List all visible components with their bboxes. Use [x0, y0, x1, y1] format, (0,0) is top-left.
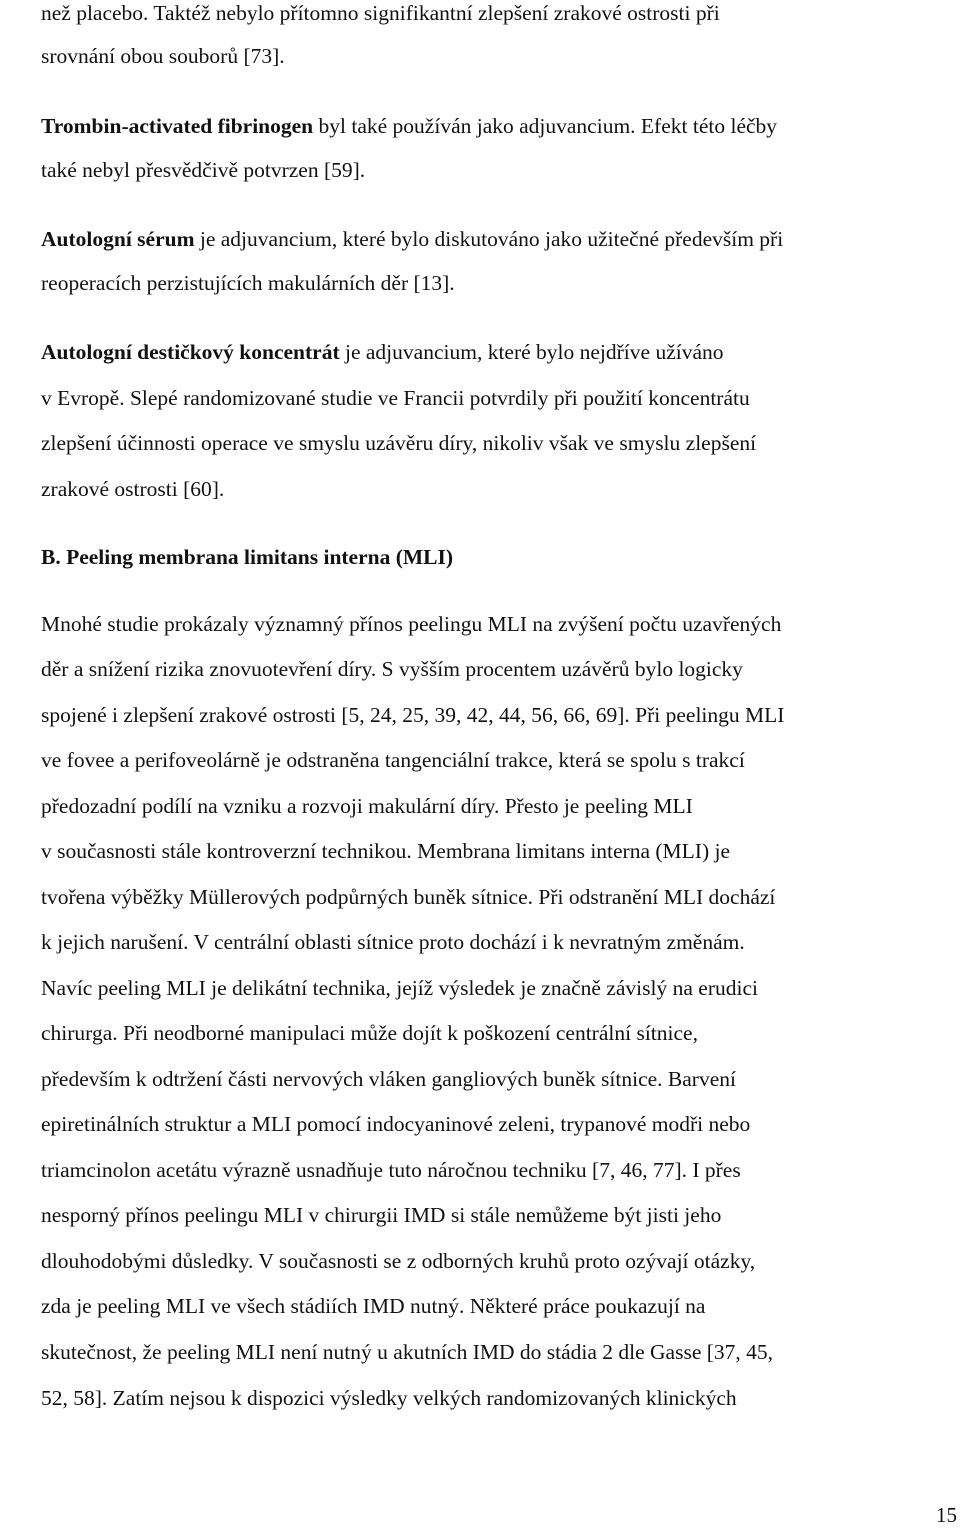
text-line-15: předozadní podílí na vzniku a rozvoji makulární díry. Přesto je peeling MLI [41, 794, 693, 818]
text-line-19: Navíc peeling MLI je delikátní technika, jejíž výsledek je značně závislý na erudici [41, 976, 758, 1000]
section-heading: B. Peeling membrana limitans interna (MLI) [41, 545, 454, 569]
text-line-01: než placebo. Taktéž nebylo přítomno signifikantní zlepšení zrakové ostrosti při [41, 1, 720, 25]
text-line-18: k jejich narušení. V centrální oblasti sítnice proto dochází i k nevratným změnám. [41, 930, 745, 954]
text-line-14: ve fovee a perifoveolárně je odstraněna tangenciální trakce, která se spolu s trakcí [41, 748, 745, 772]
text-line-03: Trombin-activated fibrinogen byl také používán jako adjuvancium. Efekt této léčby [41, 114, 778, 138]
text-line-22: epiretinálních struktur a MLI pomocí indocyaninové zeleni, trypanové modři nebo [41, 1112, 751, 1136]
text-line-24: nesporný přínos peelingu MLI v chirurgii IMD si stále nemůžeme být jisti jeho [41, 1203, 722, 1227]
text-line-06: reoperacích perzistujících makulárních děr [13]. [41, 271, 455, 295]
text-line-08: v Evropě. Slepé randomizované studie ve Francii potvrdily při použití koncentrátu [41, 386, 750, 410]
text-line-20: chirurga. Při neodborné manipulaci může dojít k poškození centrální sítnice, [41, 1021, 698, 1045]
text-line-26: zda je peeling MLI ve všech stádiích IMD nutný. Některé práce poukazují na [41, 1294, 706, 1318]
text-line-27: skutečnost, že peeling MLI není nutný u akutních IMD do stádia 2 dle Gasse [37, 45, [41, 1340, 774, 1364]
text-line-05: Autologní sérum je adjuvancium, které bylo diskutováno jako užitečné především při [41, 227, 784, 251]
text-line-21: především k odtržení části nervových vláken gangliových buněk sítnice. Barvení [41, 1067, 736, 1091]
text-line-13: spojené i zlepšení zrakové ostrosti [5, 24, 25, 39, 42, 44, 56, 66, 69]. Při peelingu MLI [41, 703, 785, 727]
text-line-12: děr a snížení rizika znovuotevření díry. S vyšším procentem uzávěrů bylo logicky [41, 657, 743, 681]
text-line-04: také nebyl přesvědčivě potvrzen [59]. [41, 158, 366, 182]
text-line-10: zrakové ostrosti [60]. [41, 477, 225, 501]
page-number: 15 [936, 1503, 957, 1527]
text-line-23: triamcinolon acetátu výrazně usnadňuje tuto náročnou techniku [7, 46, 77]. I přes [41, 1158, 741, 1182]
term-destickovy-koncentrat: Autologní destičkový koncentrát [41, 340, 340, 364]
text-line-16: v současnosti stále kontroverzní technikou. Membrana limitans interna (MLI) je [41, 839, 731, 863]
term-trombin: Trombin-activated fibrinogen [41, 114, 314, 138]
text-line-02: srovnání obou souborů [73]. [41, 44, 285, 68]
text-line-11: Mnohé studie prokázaly významný přínos peelingu MLI na zvýšení počtu uzavřených [41, 612, 782, 636]
text-line-28: 52, 58]. Zatím nejsou k dispozici výsledky velkých randomizovaných klinických [41, 1386, 737, 1410]
text-line-07: Autologní destičkový koncentrát je adjuvancium, které bylo nejdříve užíváno [41, 340, 724, 364]
text-line-09: zlepšení účinnosti operace ve smyslu uzávěru díry, nikoliv však ve smyslu zlepšení [41, 431, 757, 455]
term-autologni-serum: Autologní sérum [41, 227, 195, 251]
text-line-17: tvořena výběžky Müllerových podpůrných buněk sítnice. Při odstranění MLI dochází [41, 885, 776, 909]
text-line-25: dlouhodobými důsledky. V současnosti se z odborných kruhů proto ozývají otázky, [41, 1249, 756, 1273]
